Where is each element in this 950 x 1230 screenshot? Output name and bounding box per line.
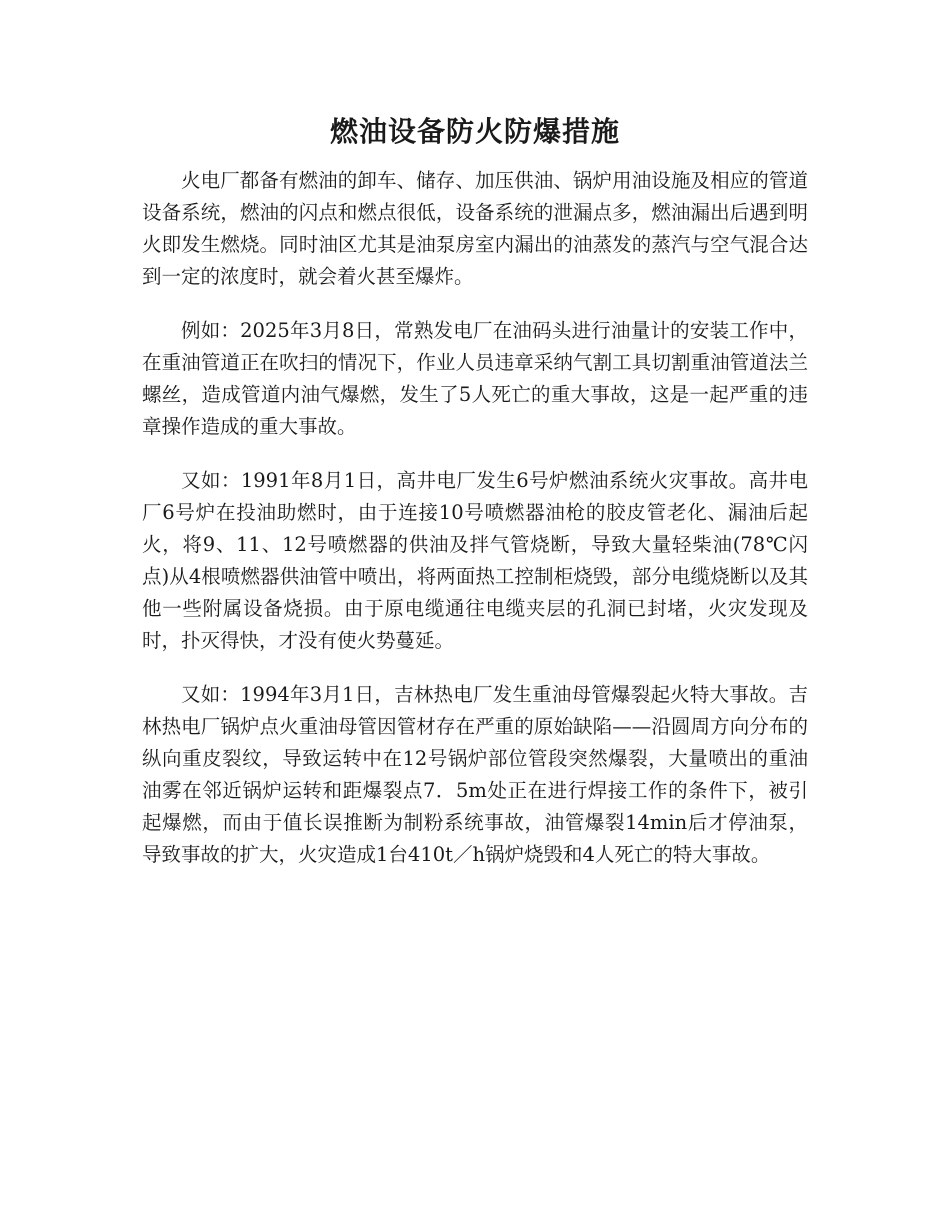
paragraph-example-jilin: 又如：1994年3月1日，吉林热电厂发生重油母管爆裂起火特大事故。吉林热电厂锅炉点火重油母管因管材存在严重的原始缺陷——沿圆周方向分布的纵向重皮裂纹，导致运转中在12号锅炉部位管段突然爆裂，大量喷出的重油油雾在邻近锅炉运转和距爆裂点7．5m处正在进行焊接工作的条件下，被引起爆燃，而由于值长误推断为制粉系统事故，油管爆裂14min后才停油泵，导致事故的扩大，火灾造成1台410t／h锅炉烧毁和4人死亡的特大事故。: [142, 683, 808, 866]
document-title: 燃油设备防火防爆措施: [329, 115, 620, 148]
paragraph-intro: 火电厂都备有燃油的卸车、储存、加压供油、锅炉用油设施及相应的管道设备系统，燃油的闪点和燃点很低，设备系统的泄漏点多，燃油漏出后遇到明火即发生燃烧。同时油区尤其是油泵房室内漏出的油蒸发的蒸汽与空气混合达到一定的浓度时，就会着火甚至爆炸。: [142, 169, 808, 288]
paragraph-example-changshu: 例如：2025年3月8日，常熟发电厂在油码头进行油量计的安装工作中，在重油管道正在吹扫的情况下，作业人员违章采纳气割工具切割重油管道法兰螺丝，造成管道内油气爆燃，发生了5人死亡的重大事故，这是一起严重的违章操作造成的重大事故。: [142, 319, 808, 438]
document-body: [142, 165, 808, 893]
paragraph-example-gaojing: 又如：1991年8月1日，高井电厂发生6号炉燃油系统火灾事故。高井电厂6号炉在投油助燃时，由于连接10号喷燃器油枪的胶皮管老化、漏油后起火，将9、11、12号喷燃器的供油及拌气管烧断，导致大量轻柴油(78℃闪点)从4根喷燃器供油管中喷出，将两面热工控制柜烧毁，部分电缆烧断以及其他一些附属设备烧损。由于原电缆通往电缆夹层的孔洞已封堵，火灾发现及时，扑灭得快，才没有使火势蔓延。: [142, 469, 808, 652]
